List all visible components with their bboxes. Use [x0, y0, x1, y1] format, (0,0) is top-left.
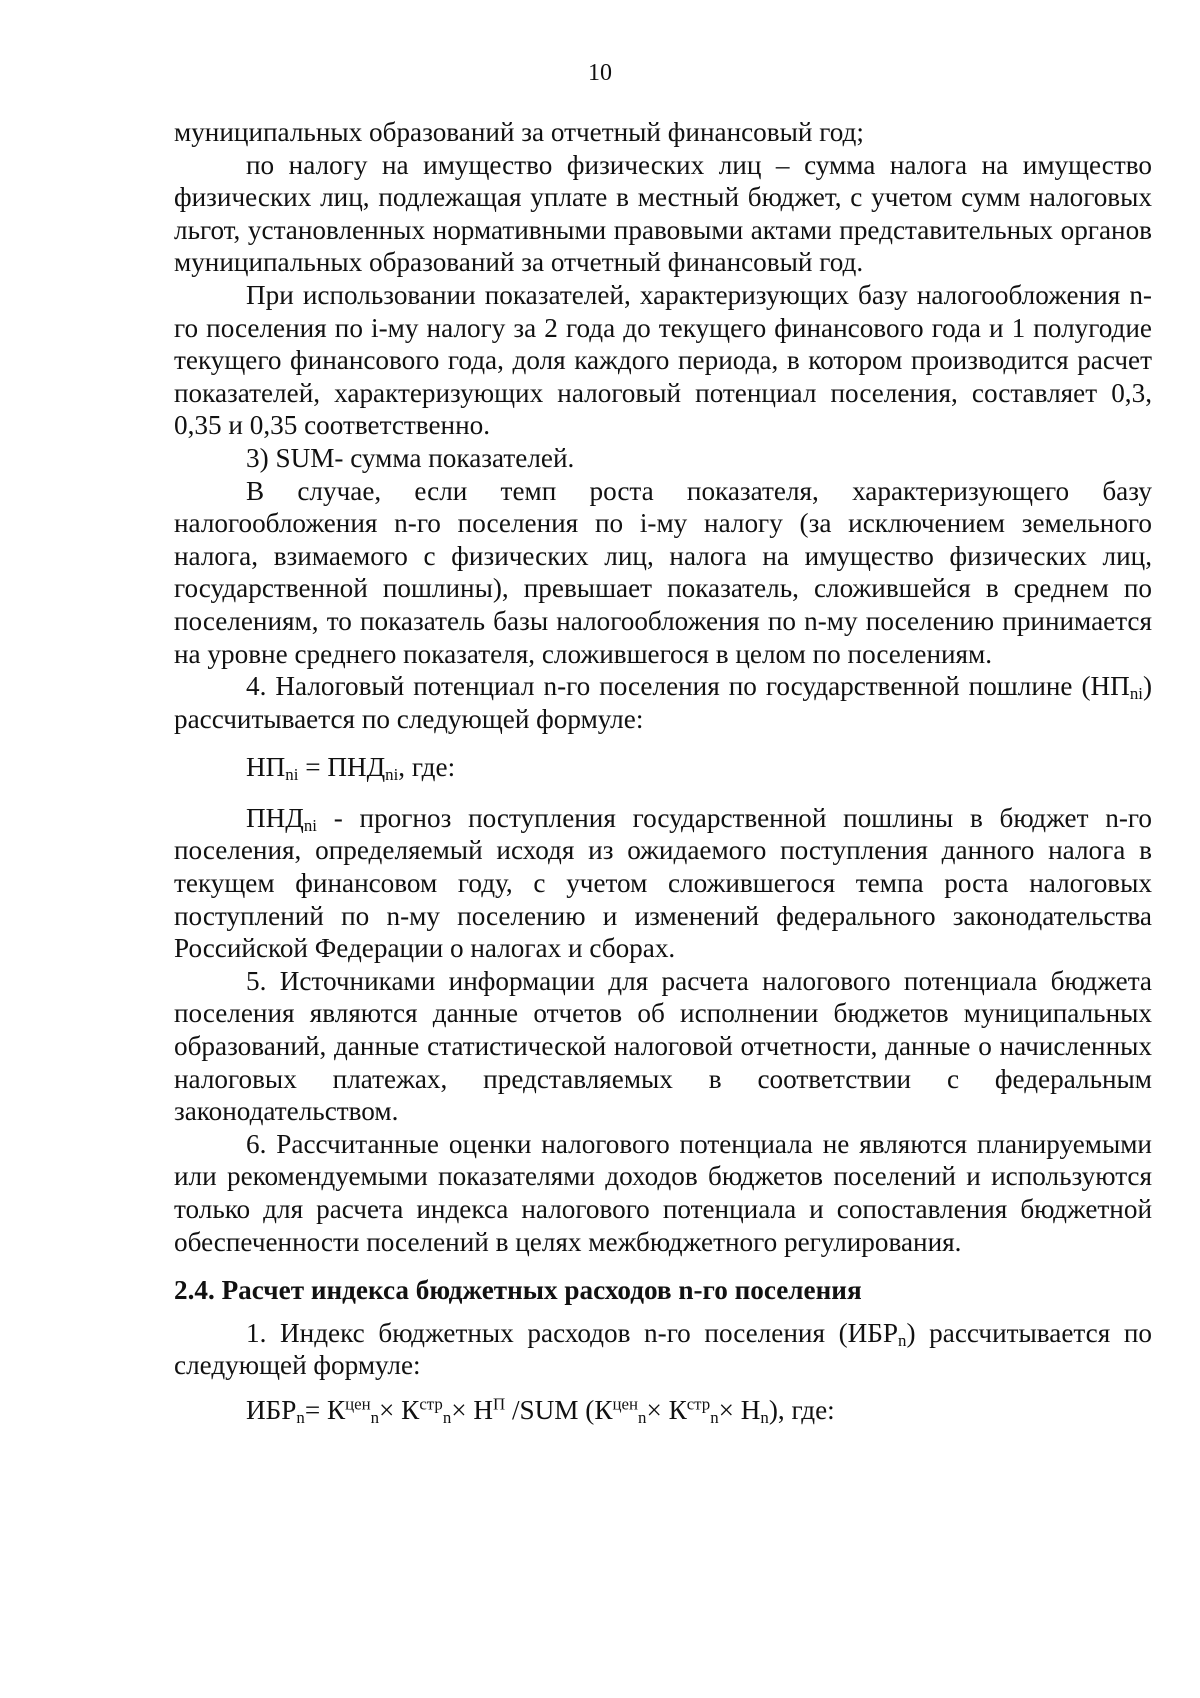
paragraph-info-sources: 5. Источниками информации для расчета налогового потенциала бюджета поселения являются данные отчетов об исполнении бюджетов муниципальных образований, данные статистической налоговой отчетности, данные о начисленных налоговых платежах, представляемых в соответствии с федеральным законодательством. [174, 965, 1152, 1127]
paragraph-period-shares: При использовании показателей, характеризующих базу налогообложения n-го поселения по i-му налогу за 2 года до текущего финансового года и 1 полугодие текущего финансового года, доля каждого периода, в котором производится расчет показателей, характеризующих налоговый потенциал поселения, составляет 0,3, 0,35 и 0,35 соответственно. [174, 279, 1152, 441]
paragraph-pnd-definition: $ПНД_{ni}$ - прогноз поступления государственной пошлины в бюджет n-го поселения, определяемый исходя из ожидаемого поступления данного налога в текущем финансовом году, с учетом сложившегося темпа роста налоговых поступлений по n-му поселению и изменений федерального законодательства Российской Федерации о налогах и сборах. [174, 802, 1152, 964]
page-number: 10 [588, 60, 612, 86]
paragraph-sum-definition: 3) SUM- сумма показателей. [246, 442, 575, 473]
paragraph-expenditure-index: 1. Индекс бюджетных расходов n-го поселения $(ИБР_n)$ рассчитывается по следующей формуле: [174, 1317, 1152, 1381]
formula-np: $НП_{ni} = ПНД_{ni}$, где: [246, 752, 456, 785]
paragraph-property-tax: по налогу на имущество физических лиц – сумма налога на имущество физических лиц, подлежащая уплате в местный бюджет, с учетом сумм налоговых льгот, установленных нормативными правовыми актами представительных органов муниципальных образований за отчетный финансовый год. [174, 149, 1152, 278]
paragraph-growth-rate: В случае, если темп роста показателя, характеризующего базу налогообложения n-го поселения по i-му налогу (за исключением земельного налога, взимаемого с физических лиц, налога на имущество физических лиц, государственной пошлины), превышает показатель, сложившейся в среднем по поселениям, то показатель базы налогообложения по n-му поселению принимается на уровне среднего показателя, сложившегося в целом по поселениям. [174, 475, 1152, 669]
paragraph-state-duty: 4. Налоговый потенциал n-го поселения по государственной пошлине $(НП_{ni})$ рассчитывается по следующей формуле: [174, 671, 1152, 734]
paragraph-continuation: муниципальных образований за отчетный финансовый год; [174, 117, 864, 147]
paragraph-estimates: 6. Рассчитанные оценки налогового потенциала не являются планируемыми или рекомендуемыми показателями доходов бюджетов поселений и используются только для расчета индекса налогового потенциала и сопоставления бюджетной обеспеченности поселений в целях межбюджетного регулирования. [174, 1128, 1152, 1257]
document-body [174, 116, 1152, 1427]
formula-ibr: $ИБР_n= К^{цен}_n\times К^{стр}_n\times Н^П$ /SUM $(К^{цен}_n\times К^{стр}_n\times Н_n)$, где: [246, 1394, 835, 1428]
section-heading: 2.4. Расчет индекса бюджетных расходов n-го поселения [174, 1275, 862, 1306]
